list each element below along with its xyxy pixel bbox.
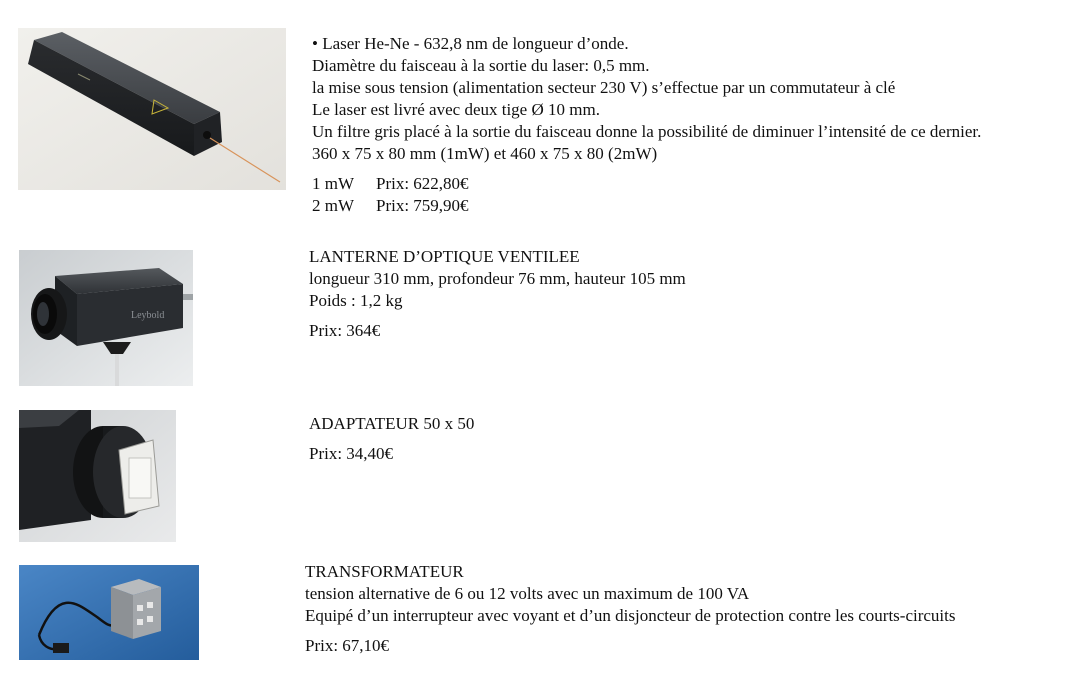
- laser-image: [18, 28, 286, 190]
- laser-price: Prix: 622,80€: [376, 174, 469, 193]
- lanterne-image: [19, 250, 193, 386]
- adaptateur-price: Prix: 34,40€: [309, 444, 394, 463]
- laser-power: 2 mW: [312, 196, 355, 215]
- adaptateur-description: [309, 413, 474, 465]
- laser-line: 360 x 75 x 80 mm (1mW) et 460 x 75 x 80 (2mW): [312, 144, 658, 163]
- laser-price-row: [312, 173, 981, 195]
- transformateur-line: Equipé d’un interrupteur avec voyant et d’un disjoncteur de protection contre les courts-circuits: [305, 606, 956, 625]
- lanterne-title: LANTERNE D’OPTIQUE VENTILEE: [309, 247, 580, 266]
- laser-line: Diamètre du faisceau à la sortie du laser: 0,5 mm.: [312, 56, 650, 75]
- adaptateur-title: ADAPTATEUR 50 x 50: [309, 414, 475, 433]
- laser-line: Un filtre gris placé à la sortie du faisceau donne la possibilité de diminuer l’intensité de ce dernier.: [312, 122, 982, 141]
- laser-description: [312, 33, 981, 217]
- transformateur-description: [305, 561, 956, 657]
- laser-power: 1 mW: [312, 174, 355, 193]
- transformateur-image: [19, 565, 199, 660]
- transformateur-price: Prix: 67,10€: [305, 636, 390, 655]
- adaptateur-image: [19, 410, 176, 542]
- laser-line: Le laser est livré avec deux tige Ø 10 mm.: [312, 100, 600, 119]
- laser-price: Prix: 759,90€: [376, 196, 469, 215]
- transformateur-title: TRANSFORMATEUR: [305, 562, 464, 581]
- laser-line: la mise sous tension (alimentation secteur 230 V) s’effectue par un commutateur à clé: [312, 78, 896, 97]
- laser-line: • Laser He-Ne - 632,8 nm de longueur d’onde.: [312, 34, 629, 53]
- transformateur-line: tension alternative de 6 ou 12 volts avec un maximum de 100 VA: [305, 584, 750, 603]
- lanterne-description: [309, 246, 686, 342]
- lanterne-line: longueur 310 mm, profondeur 76 mm, hauteur 105 mm: [309, 269, 686, 288]
- lanterne-line: Poids : 1,2 kg: [309, 291, 403, 310]
- laser-price-row: [312, 195, 981, 217]
- lanterne-logo-text: Leybold: [131, 310, 165, 321]
- lanterne-price: Prix: 364€: [309, 321, 381, 340]
